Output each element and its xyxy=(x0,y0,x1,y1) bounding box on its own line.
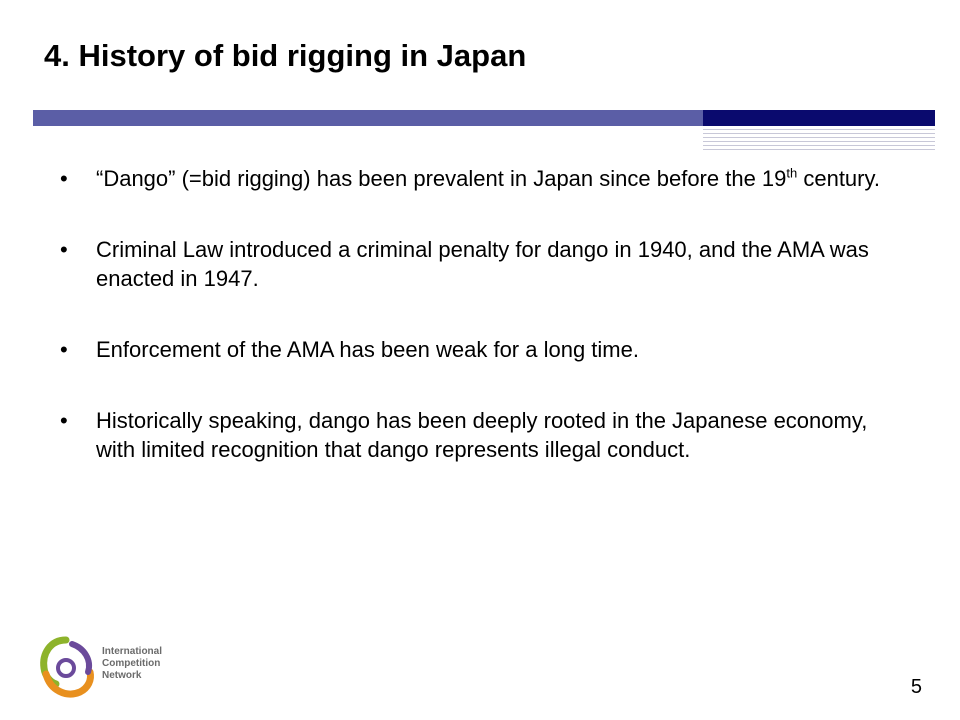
title-underline-bar xyxy=(33,110,935,152)
bullet-marker: • xyxy=(60,237,68,262)
bullet-marker: • xyxy=(60,166,68,191)
slide-title: 4. History of bid rigging in Japan xyxy=(44,38,527,73)
title-bar-accent xyxy=(703,110,935,126)
bullet-marker: • xyxy=(60,337,68,362)
page-number: 5 xyxy=(910,676,922,698)
bullet-item xyxy=(60,406,900,464)
icn-logo-icon xyxy=(36,632,98,704)
icn-logo xyxy=(36,632,196,704)
bullet-text: Enforcement of the AMA has been weak for a long time. xyxy=(96,337,639,362)
bullet-marker: • xyxy=(60,408,68,433)
bullet-item xyxy=(60,164,900,193)
logo-line: International xyxy=(102,646,163,657)
bullet-text: “Dango” (=bid rigging) has been prevalent in Japan since before the 19th century. xyxy=(96,165,880,191)
bullet-text: Historically speaking, dango has been deeply rooted in the Japanese economy, with limited recognition that dango represents illegal conduct. xyxy=(96,408,868,462)
logo-line: Competition xyxy=(102,658,161,669)
bullet-item xyxy=(60,235,900,293)
superscript: th xyxy=(786,165,798,181)
bullet-item xyxy=(60,335,900,364)
bullet-list xyxy=(60,164,900,506)
title-bar-stripes xyxy=(703,126,935,152)
title-bar-main xyxy=(33,110,703,126)
bullet-text: Criminal Law introduced a criminal penalty for dango in 1940, and the AMA was enacted in 1947. xyxy=(96,237,869,291)
icn-logo-text xyxy=(102,646,162,682)
logo-line: Network xyxy=(102,670,142,681)
